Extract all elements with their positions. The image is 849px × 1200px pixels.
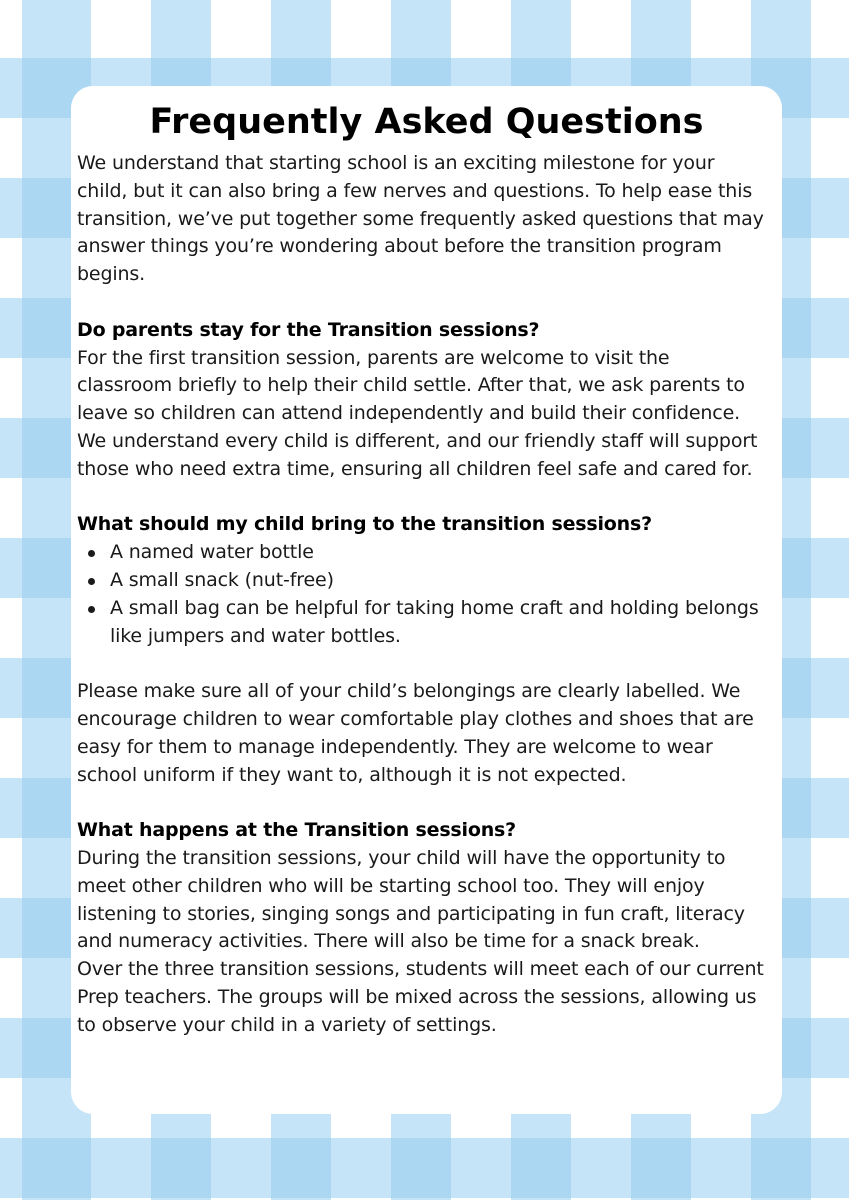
bring-list — [77, 539, 768, 650]
answer-what-happens: During the transition sessions, your child will have the opportunity to meet other children who will be starting school too. They will enjoy listening to stories, singing songs and participating in fun craft, literacy and numeracy activities. There will also be time for a snack break. — [77, 846, 745, 953]
spacer — [77, 650, 768, 678]
list-item-text: A small bag can be helpful for taking home craft and holding belongs like jumpers and water bottles. — [110, 596, 759, 647]
answer-what-happens-2: Over the three transition sessions, students will meet each of our current Prep teachers. The groups will be mixed across the sessions, allowing us to observe your child in a variety of settings. — [77, 958, 764, 1036]
list-item — [110, 539, 768, 567]
question-what-to-bring: What should my child bring to the transition sessions? — [77, 513, 652, 536]
page-title: Frequently Asked Questions — [149, 102, 704, 142]
bullet-icon — [88, 578, 95, 585]
belongings-note: Please make sure all of your child’s belongings are clearly labelled. We encourage children to wear comfortable play clothes and shoes that are easy for them to manage independently. They are welcome to wear school uniform if they want to, although it is not expected. — [77, 680, 754, 786]
question-parents-stay: Do parents stay for the Transition sessions? — [77, 318, 540, 341]
question-what-happens: What happens at the Transition sessions? — [77, 819, 516, 842]
spacer — [77, 789, 768, 817]
answer-parents-stay: For the first transition session, parents are welcome to visit the classroom briefly to help their child settle. After that, we ask parents to leave so children can attend independently and build their confidence. We understand every child is different, and our friendly staff will support those who need extra time, ensuring all children feel safe and cared for. — [77, 346, 758, 480]
bullet-icon — [88, 550, 95, 557]
bullet-icon — [88, 606, 95, 613]
list-item-text: A small snack (nut-free) — [110, 568, 334, 591]
list-item — [110, 567, 768, 595]
faq-card — [71, 86, 782, 1114]
spacer — [77, 289, 768, 317]
list-item-text: A named water bottle — [110, 541, 314, 564]
list-item — [110, 595, 768, 651]
intro-paragraph: We understand that starting school is an exciting milestone for your child, but it can also bring a few nerves and questions. To help ease this transition, we’ve put together some frequently asked questions that may answer things you’re wondering about before the transition program begins. — [77, 152, 764, 286]
spacer — [77, 484, 768, 512]
